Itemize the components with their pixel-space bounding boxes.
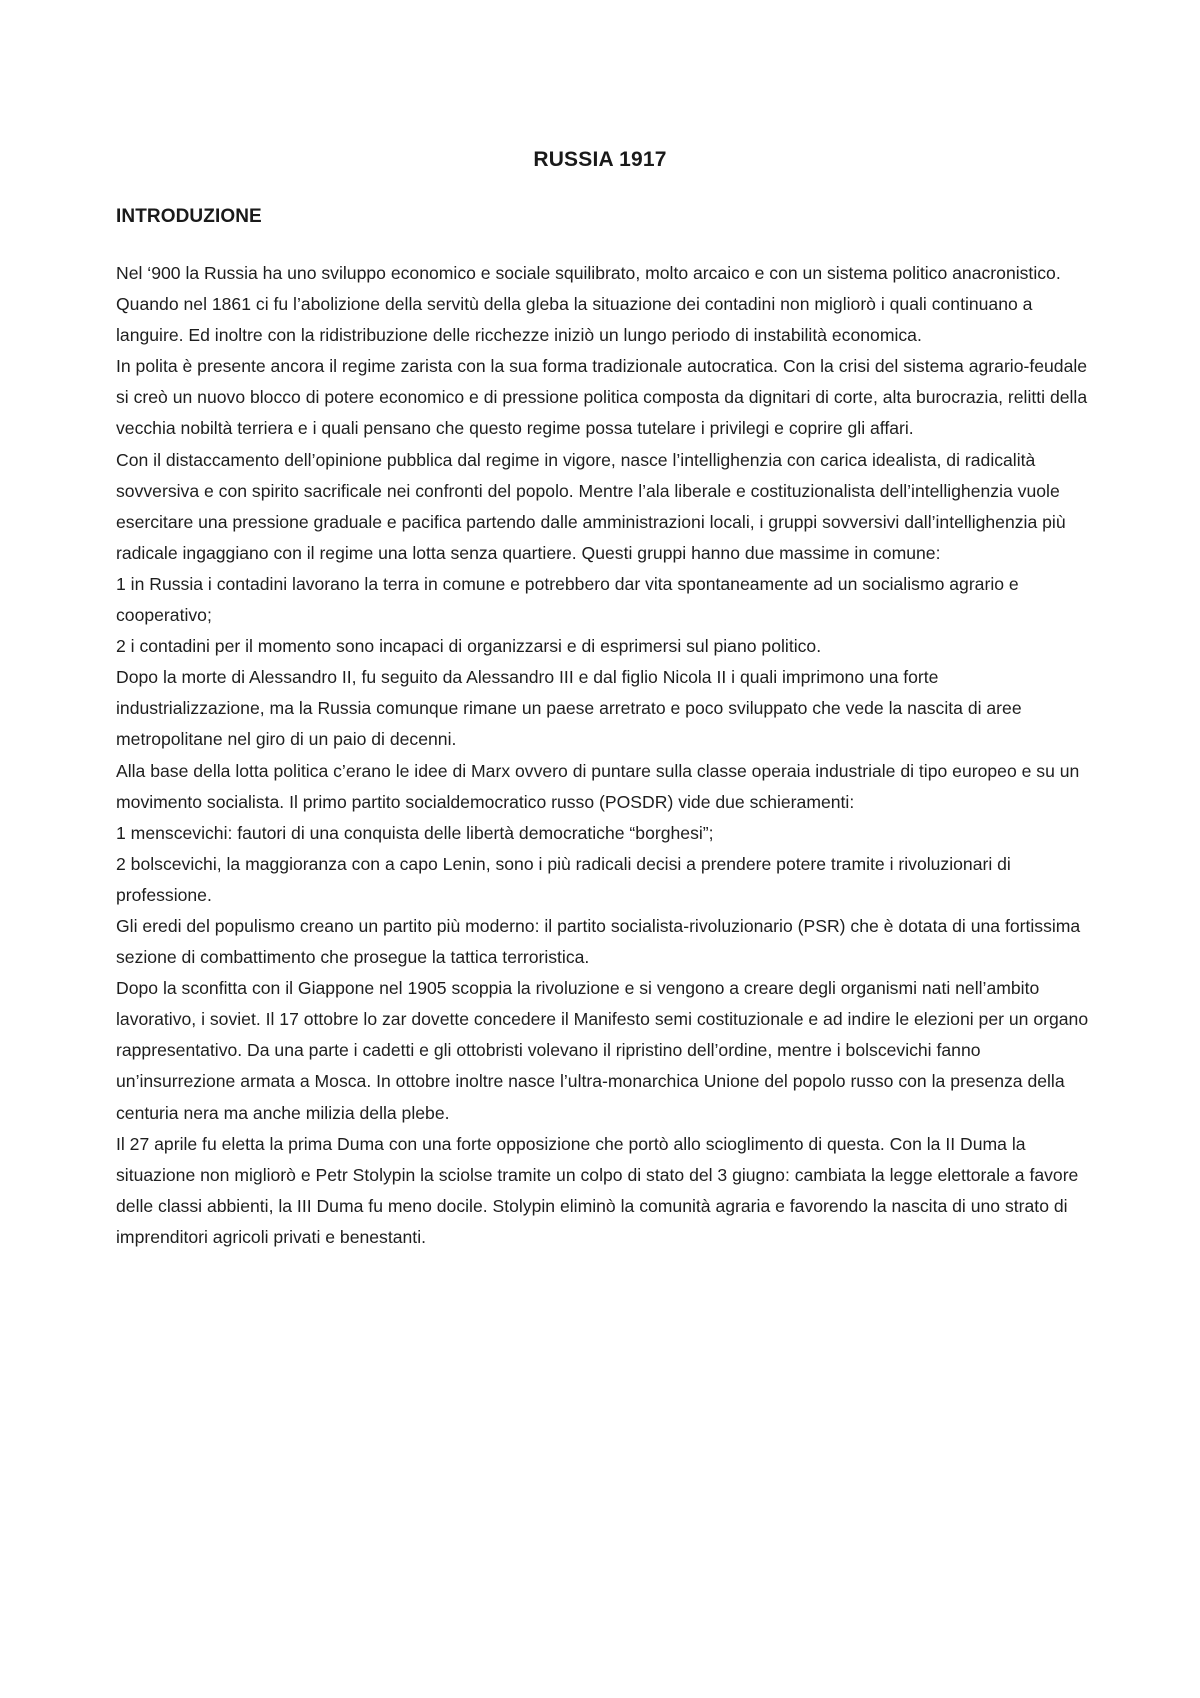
paragraph: 1 in Russia i contadini lavorano la terra in comune e potrebbero dar vita spontaneamente ad un socialismo agrario e cooperativo; [116,573,1019,626]
paragraph: Dopo la morte di Alessandro II, fu seguito da Alessandro III e dal figlio Nicola II i quali imprimono una forte industrializzazione, ma la Russia comunque rimane un paese arretrato e poco sviluppato che vede la nascita di aree metropolitane nel giro di un paio di decenni. [116,667,1022,750]
paragraph: Nel ‘900 la Russia ha uno sviluppo economico e sociale squilibrato, molto arcaico e con un sistema politico anacronistico. [116,263,1061,283]
paragraph: Con il distaccamento dell’opinione pubblica dal regime in vigore, nasce l’intellighenzia con carica idealista, di radicalità sovversiva e con spirito sacrificale nei confronti del popolo. Mentre l’ala liberale e costituzionalista dell’intellighenzia vuole esercitare una pressione graduale e pacifica partendo dalle amministrazioni locali, i gruppi sovversivi dall’intellighenzia più radicale ingaggiano con il regime una lotta senza quartiere. Questi gruppi hanno due massime in comune: [116,449,1066,563]
paragraph: In polita è presente ancora il regime zarista con la sua forma tradizionale autocratica. Con la crisi del sistema agrario-feudale si creò un nuovo blocco di potere economico e di pressione politica composta da dignitari di corte, alta burocrazia, relitti della vecchia nobiltà terriera e i quali pensano che questo regime possa tutelare i privilegi e coprire gli affari. [116,356,1088,439]
body-text [116,258,1091,1253]
paragraph: Il 27 aprile fu eletta la prima Duma con una forte opposizione che portò allo scioglimento di questa. Con la II Duma la situazione non migliorò e Petr Stolypin la sciolse tramite un colpo di stato del 3 giugno: cambiata la legge elettorale a favore delle classi abbienti, la III Duma fu meno docile. Stolypin eliminò la comunità agraria e favorendo la nascita di uno strato di imprenditori agricoli privati e benestanti. [116,1133,1079,1247]
paragraph: 2 bolscevichi, la maggioranza con a capo Lenin, sono i più radicali decisi a prendere potere tramite i rivoluzionari di professione. [116,853,1011,905]
section-heading: INTRODUZIONE [116,206,262,227]
paragraph: Quando nel 1861 ci fu l’abolizione della servitù della gleba la situazione dei contadini non migliorò i quali continuano a languire. Ed inoltre con la ridistribuzione delle ricchezze iniziò un lungo periodo di instabilità economica. [116,294,1033,346]
paragraph: 2 i contadini per il momento sono incapaci di organizzarsi e di esprimersi sul piano politico. [116,636,822,657]
paragraph: Gli eredi del populismo creano un partito più moderno: il partito socialista-rivoluzionario (PSR) che è dotata di una fortissima sezione di combattimento che prosegue la tattica terroristica. [116,915,1081,968]
paragraph: 1 menscevichi: fautori di una conquista delle libertà democratiche “borghesi”; [116,822,714,843]
document-title: RUSSIA 1917 [533,148,667,171]
paragraph: Alla base della lotta politica c’erano le idee di Marx ovvero di puntare sulla classe operaia industriale di tipo europeo e su un movimento socialista. Il primo partito socialdemocratico russo (POSDR) vide due schieramenti: [116,760,1080,812]
paragraph: Dopo la sconfitta con il Giappone nel 1905 scoppia la rivoluzione e si vengono a creare degli organismi nati nell’ambito lavorativo, i soviet. Il 17 ottobre lo zar dovette concedere il Manifesto semi costituzionale e ad indire le elezioni per un organo rappresentativo. Da una parte i cadetti e gli ottobristi volevano il ripristino dell’ordine, mentre i bolscevichi fanno un’insurrezione armata a Mosca. In ottobre inoltre nasce l’ultra-monarchica Unione del popolo russo con la presenza della centuria nera ma anche milizia della plebe. [116,978,1089,1123]
